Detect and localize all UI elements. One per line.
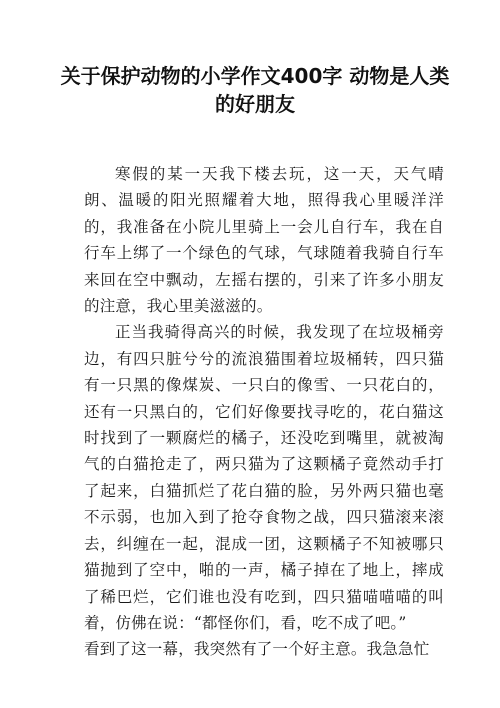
paragraph-2: 正当我骑得高兴的时候，我发现了在垃圾桶旁边，有四只脏兮兮的流浪猫围着垃圾桶转，四只猫有一只黑的像煤炭、一只白的像雪、一只花白的，还有一只黑白的，它们好像要找寻吃的，花白猫这时找到了一颗腐烂的橘子，还没吃到嘴里，就被淘气的白猫抢走了，两只猫为了这颗橘子竟然动手打了起来，白猫抓烂了花白猫的脸，另外两只猫也毫不示弱，也加入到了抢夺食物之战，四只猫滚来滚去，纠缠在一起，混成一团，这颗橘子不知被哪只猫抛到了空中，啪的一声，橘子掉在了地上，摔成了稀巴烂，它们谁也没有吃到，四只猫喵喵喵的叫着，仿佛在说：“都怪你们，看，吃不成了吧。” (84, 323, 444, 632)
paragraph-1: 寒假的某一天我下楼去玩，这一天，天气晴朗、温暖的阳光照耀着大地，照得我心里暖洋洋的，我准备在小院儿里骑上一会儿自行车，我在自行车上绑了一个绿色的气球，气球随着我骑自行车来回在空中飘动，左摇右摆的，引来了许多小朋友的注意，我心里美滋滋的。 (84, 165, 444, 316)
document-title: 关于保护动物的小学作文400字 动物是人类的好朋友 (60, 64, 450, 116)
document-body (84, 161, 444, 663)
paragraph-3: 看到了这一幕，我突然有了一个好主意。我急急忙 (84, 640, 430, 659)
